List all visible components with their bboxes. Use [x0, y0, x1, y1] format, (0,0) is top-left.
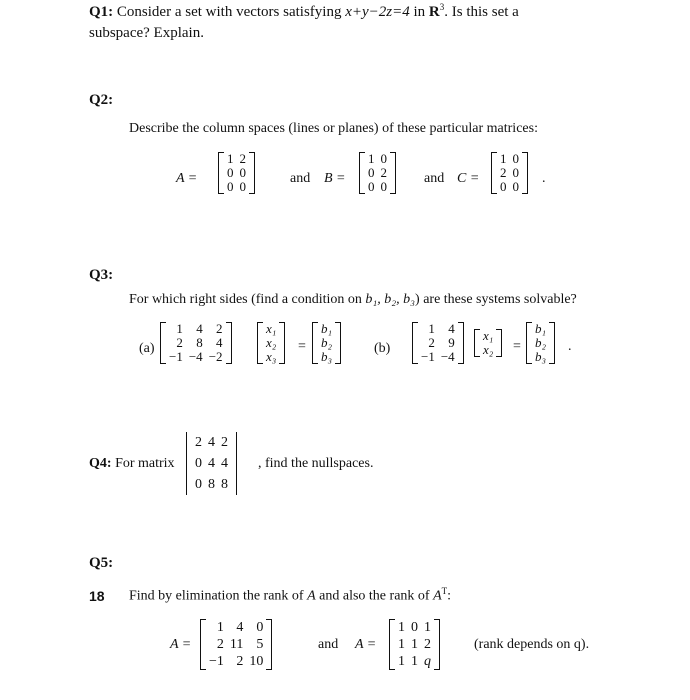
q4-label: Q4:: [89, 456, 112, 471]
q5-matrix-2: [389, 619, 440, 670]
matrix-cell: 0: [380, 179, 387, 194]
q5-label: Q5:: [89, 555, 114, 571]
q2-and2: and: [424, 171, 445, 186]
matrix-cell: −4: [440, 349, 455, 364]
matrix-cell: 0: [368, 179, 375, 194]
q5-prompt-mid: and also the rank of: [319, 588, 430, 604]
q3-matrix-b: [412, 322, 464, 364]
matrix-row: [480, 329, 496, 343]
q1-space-exp: 3: [439, 2, 445, 12]
matrix-cell: 2: [195, 435, 202, 450]
matrix-cell: 4: [448, 321, 455, 336]
q1-equation: x+y−2z=4: [345, 4, 410, 20]
matrix-cell: 11: [229, 637, 244, 652]
matrix-row: [318, 322, 335, 336]
matrix-cell: 4: [196, 321, 203, 336]
q2-and1: and: [290, 171, 311, 186]
matrix-cell: 0: [512, 165, 519, 180]
q5-a: A: [307, 588, 316, 604]
matrix-cell: 0: [512, 179, 519, 194]
matrix-row: [166, 350, 226, 364]
matrix-row: [532, 350, 549, 364]
q3-x-a: [257, 322, 285, 364]
q1-line1: [89, 2, 519, 21]
matrix-row: [497, 152, 522, 166]
q1-label: Q1:: [89, 4, 114, 20]
matrix-cell: 2: [424, 637, 431, 652]
matrix-row: [365, 166, 390, 180]
q3-b-a: [312, 322, 341, 364]
matrix-cell: x₁: [266, 321, 277, 336]
matrix-cell: −4: [188, 349, 203, 364]
q4-matrix: [186, 432, 237, 495]
q2-prompt: Describe the column spaces (lines or planes) of these particular matrices:: [129, 121, 538, 136]
q3-prompt-post: ) are these systems solvable?: [415, 292, 577, 307]
matrix-row: [418, 322, 458, 336]
q5-number: 18: [89, 588, 105, 604]
matrix-cell: 0: [239, 165, 246, 180]
matrix-cell: b₁: [321, 321, 333, 336]
matrix-cell: 0: [195, 456, 202, 471]
q2-matrix-a: [218, 152, 255, 194]
matrix-row: [395, 636, 434, 653]
q3-eq-b: =: [513, 339, 521, 354]
matrix-row: [318, 350, 335, 364]
matrix-row: [224, 152, 249, 166]
matrix-cell: 0: [239, 179, 246, 194]
matrix-cell: 2: [216, 637, 224, 652]
matrix-row: [263, 350, 279, 364]
matrix-row: [192, 453, 231, 474]
matrix-cell: b₁: [535, 321, 547, 336]
matrix-row: [263, 336, 279, 350]
matrix-cell: 8: [221, 477, 228, 492]
matrix-cell: 5: [256, 637, 264, 652]
matrix-cell: 4: [221, 456, 228, 471]
matrix-row: [395, 653, 434, 670]
matrix-row: [532, 336, 549, 350]
matrix-row: [418, 336, 458, 350]
matrix-cell: 1: [176, 321, 183, 336]
matrix-row: [365, 180, 390, 194]
matrix-row: [224, 180, 249, 194]
q5-note: (rank depends on q).: [474, 637, 590, 652]
matrix-row: [532, 322, 549, 336]
q3-label: Q3:: [89, 267, 114, 283]
matrix-row: [206, 636, 266, 653]
matrix-row: [206, 653, 266, 670]
matrix-cell: 8: [196, 335, 203, 350]
q1-text-in: in: [413, 4, 426, 20]
matrix-row: [497, 180, 522, 194]
matrix-cell: −1: [209, 654, 224, 669]
matrix-cell: x₁: [483, 328, 494, 343]
matrix-cell: 0: [256, 620, 264, 635]
matrix-row: [263, 322, 279, 336]
matrix-row: [395, 619, 434, 636]
matrix-row: [192, 474, 231, 495]
matrix-row: [318, 336, 335, 350]
q3-part-a: (a): [139, 341, 155, 356]
matrix-cell: b₂: [535, 335, 547, 350]
matrix-cell: x₂: [483, 342, 494, 357]
matrix-cell: 10: [249, 654, 264, 669]
matrix-cell: x₂: [266, 335, 277, 350]
q2-end: .: [542, 171, 546, 186]
matrix-cell: 0: [227, 179, 234, 194]
matrix-cell: b₂: [321, 335, 333, 350]
matrix-cell: 9: [448, 335, 455, 350]
matrix-cell: 0: [411, 620, 418, 635]
matrix-cell: 2: [428, 335, 435, 350]
q3-end: .: [568, 339, 572, 354]
matrix-cell: q: [424, 654, 431, 669]
q3-matrix-a: [160, 322, 232, 364]
matrix-cell: 2: [176, 335, 183, 350]
q1-text-pre: Consider a set with vectors satisfying: [116, 4, 342, 20]
q5-a2-label: A =: [355, 637, 377, 652]
matrix-cell: 4: [216, 335, 223, 350]
q5-matrix-1: [200, 619, 272, 670]
matrix-cell: x₃: [266, 349, 277, 364]
matrix-cell: −1: [169, 349, 183, 364]
matrix-cell: 0: [380, 151, 387, 166]
matrix-row: [497, 166, 522, 180]
matrix-row: [206, 619, 266, 636]
q3-prompt-pre: For which right sides (find a condition on: [129, 292, 362, 307]
matrix-cell: 1: [398, 620, 405, 635]
matrix-cell: 0: [500, 179, 507, 194]
q3-b-b: [526, 322, 555, 364]
matrix-cell: 1: [411, 637, 418, 652]
matrix-cell: 0: [227, 165, 234, 180]
q1-line2: subspace? Explain.: [89, 25, 204, 41]
q3-part-b: (b): [374, 341, 391, 356]
matrix-cell: −1: [421, 349, 435, 364]
q5-a-label: A =: [170, 637, 192, 652]
matrix-cell: b₃: [321, 349, 333, 364]
matrix-cell: 1: [411, 654, 418, 669]
matrix-cell: 1: [500, 151, 507, 166]
matrix-cell: b₃: [535, 349, 547, 364]
q4-text-pre: For matrix: [115, 456, 175, 471]
matrix-cell: 2: [380, 165, 387, 180]
matrix-cell: 2: [500, 165, 507, 180]
matrix-cell: 0: [512, 151, 519, 166]
q5-prompt-pre: Find by elimination the rank of: [129, 588, 304, 604]
matrix-cell: 2: [236, 654, 244, 669]
q5-and: and: [318, 637, 339, 652]
matrix-row: [365, 152, 390, 166]
matrix-cell: 8: [208, 477, 215, 492]
matrix-cell: 0: [368, 165, 375, 180]
q5-prompt: [129, 586, 451, 605]
matrix-cell: 1: [428, 321, 435, 336]
matrix-cell: 1: [216, 620, 224, 635]
q2-c-label: C =: [457, 171, 480, 186]
q5-prompt-post: :: [447, 588, 452, 604]
matrix-cell: 4: [208, 435, 215, 450]
matrix-cell: 0: [195, 477, 202, 492]
q4-line: [89, 456, 175, 472]
q1-text-post: . Is this set a: [444, 4, 519, 20]
q3-eq-a: =: [298, 339, 306, 354]
matrix-cell: 4: [236, 620, 244, 635]
q4-text-post: , find the nullspaces.: [258, 456, 374, 471]
q5-at-exp: T: [441, 586, 448, 596]
matrix-cell: 1: [227, 151, 234, 166]
matrix-cell: 1: [398, 637, 405, 652]
q2-a-label: A =: [176, 171, 198, 186]
matrix-cell: −2: [208, 349, 223, 364]
q2-b-label: B =: [324, 171, 346, 186]
matrix-cell: 2: [239, 151, 246, 166]
q2-label: Q2:: [89, 92, 114, 108]
q5-at: A: [433, 588, 442, 604]
q3-vars: b₁, b₂, b₃: [365, 292, 416, 307]
q2-matrix-b: [359, 152, 396, 194]
matrix-row: [224, 166, 249, 180]
matrix-row: [166, 336, 226, 350]
q3-x-b: [474, 329, 502, 357]
matrix-row: [166, 322, 226, 336]
q2-matrix-c: [491, 152, 528, 194]
matrix-row: [418, 350, 458, 364]
matrix-cell: 1: [398, 654, 405, 669]
matrix-cell: 2: [221, 435, 228, 450]
matrix-cell: 4: [208, 456, 215, 471]
matrix-cell: 2: [216, 321, 223, 336]
q1-space: R: [428, 4, 440, 20]
q3-prompt: [129, 292, 577, 308]
matrix-row: [192, 432, 231, 453]
matrix-cell: 1: [368, 151, 375, 166]
matrix-row: [480, 343, 496, 357]
matrix-cell: 1: [424, 620, 431, 635]
